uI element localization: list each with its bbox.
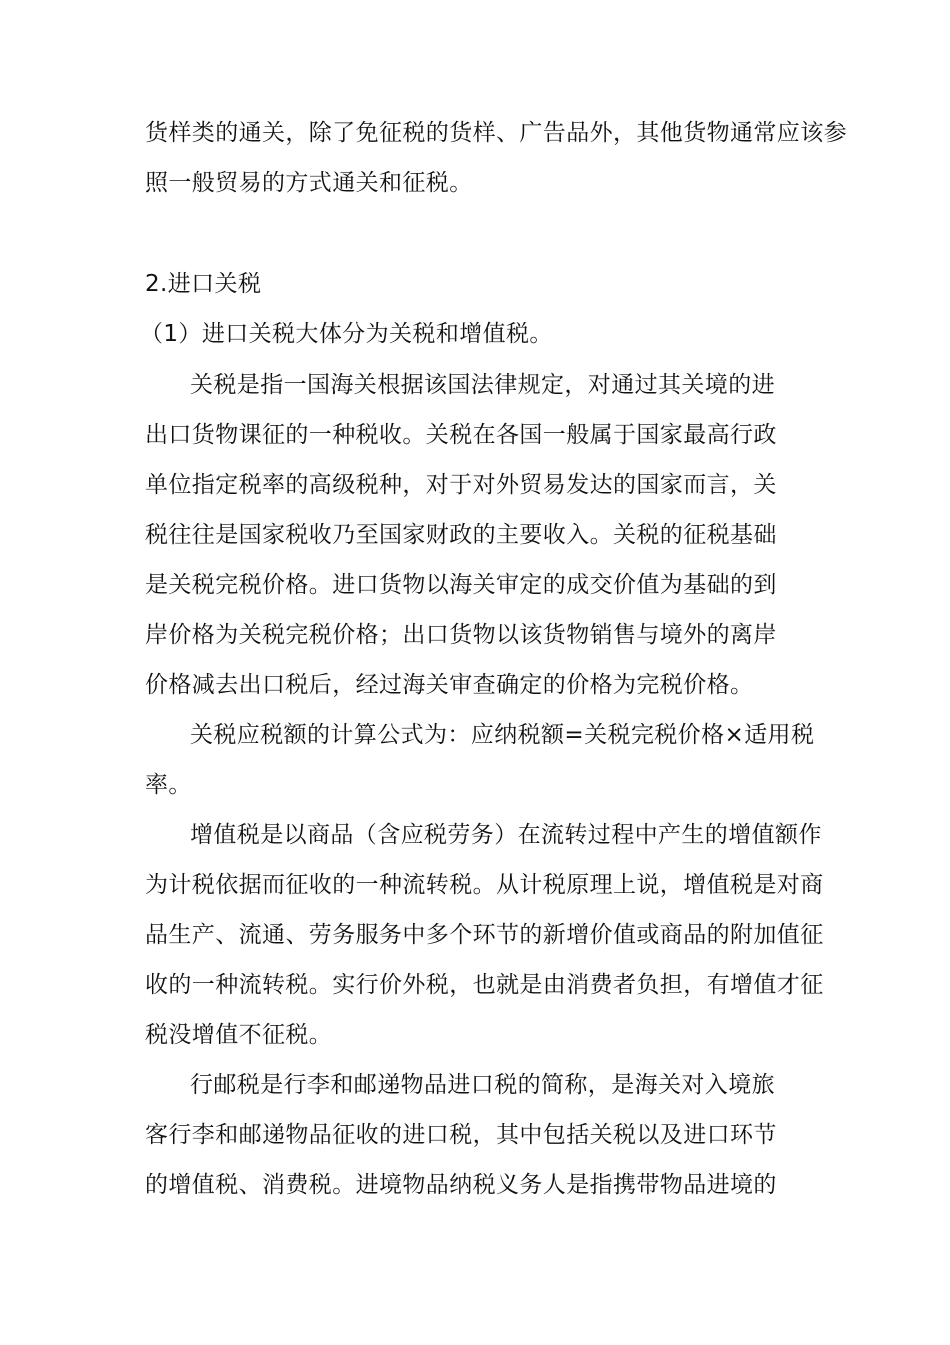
paragraph-line: 为计税依据而征收的一种流转税。从计税原理上说，增值税是对商	[145, 872, 824, 898]
paragraph-line: 的增值税、消费税。进境物品纳税义务人是指携带物品进境的	[145, 1172, 777, 1198]
formula-line: 率。	[145, 772, 192, 798]
paragraph-line: 单位指定税率的高级税种，对于对外贸易发达的国家而言，关	[145, 472, 777, 498]
paragraph-line: 税没增值不征税。	[145, 1022, 333, 1048]
paragraph-line: 增值税是以商品（含应税劳务）在流转过程中产生的增值额作	[190, 822, 822, 848]
paragraph-line: 岸价格为关税完税价格；出口货物以该货物销售与境外的离岸	[145, 622, 777, 648]
subsection-heading: （1）进口关税大体分为关税和增值税。	[140, 321, 553, 347]
paragraph-line: 客行李和邮递物品征收的进口税，其中包括关税以及进口环节	[145, 1122, 777, 1148]
paragraph-line: 出口货物课征的一种税收。关税在各国一般属于国家最高行政	[145, 422, 777, 448]
formula-line: 关税应税额的计算公式为：应纳税额=关税完税价格×适用税	[190, 722, 815, 748]
text-line: 照一般贸易的方式通关和征税。	[145, 170, 473, 196]
paragraph-line: 行邮税是行李和邮递物品进口税的简称，是海关对入境旅	[190, 1072, 775, 1098]
paragraph-line: 关税是指一国海关根据该国法律规定，对通过其关境的进	[190, 372, 775, 398]
paragraph-line: 价格减去出口税后，经过海关审查确定的价格为完税价格。	[145, 672, 754, 698]
paragraph-line: 收的一种流转税。实行价外税，也就是由消费者负担，有增值才征	[145, 972, 824, 998]
section-heading: 2.进口关税	[145, 271, 262, 297]
paragraph-line: 品生产、流通、劳务服务中多个环节的新增价值或商品的附加值征	[145, 922, 824, 948]
paragraph-line: 是关税完税价格。进口货物以海关审定的成交价值为基础的到	[145, 572, 777, 598]
paragraph-line: 税往往是国家税收乃至国家财政的主要收入。关税的征税基础	[145, 522, 777, 548]
text-line: 货样类的通关，除了免征税的货样、广告品外，其他货物通常应该参	[145, 120, 847, 146]
